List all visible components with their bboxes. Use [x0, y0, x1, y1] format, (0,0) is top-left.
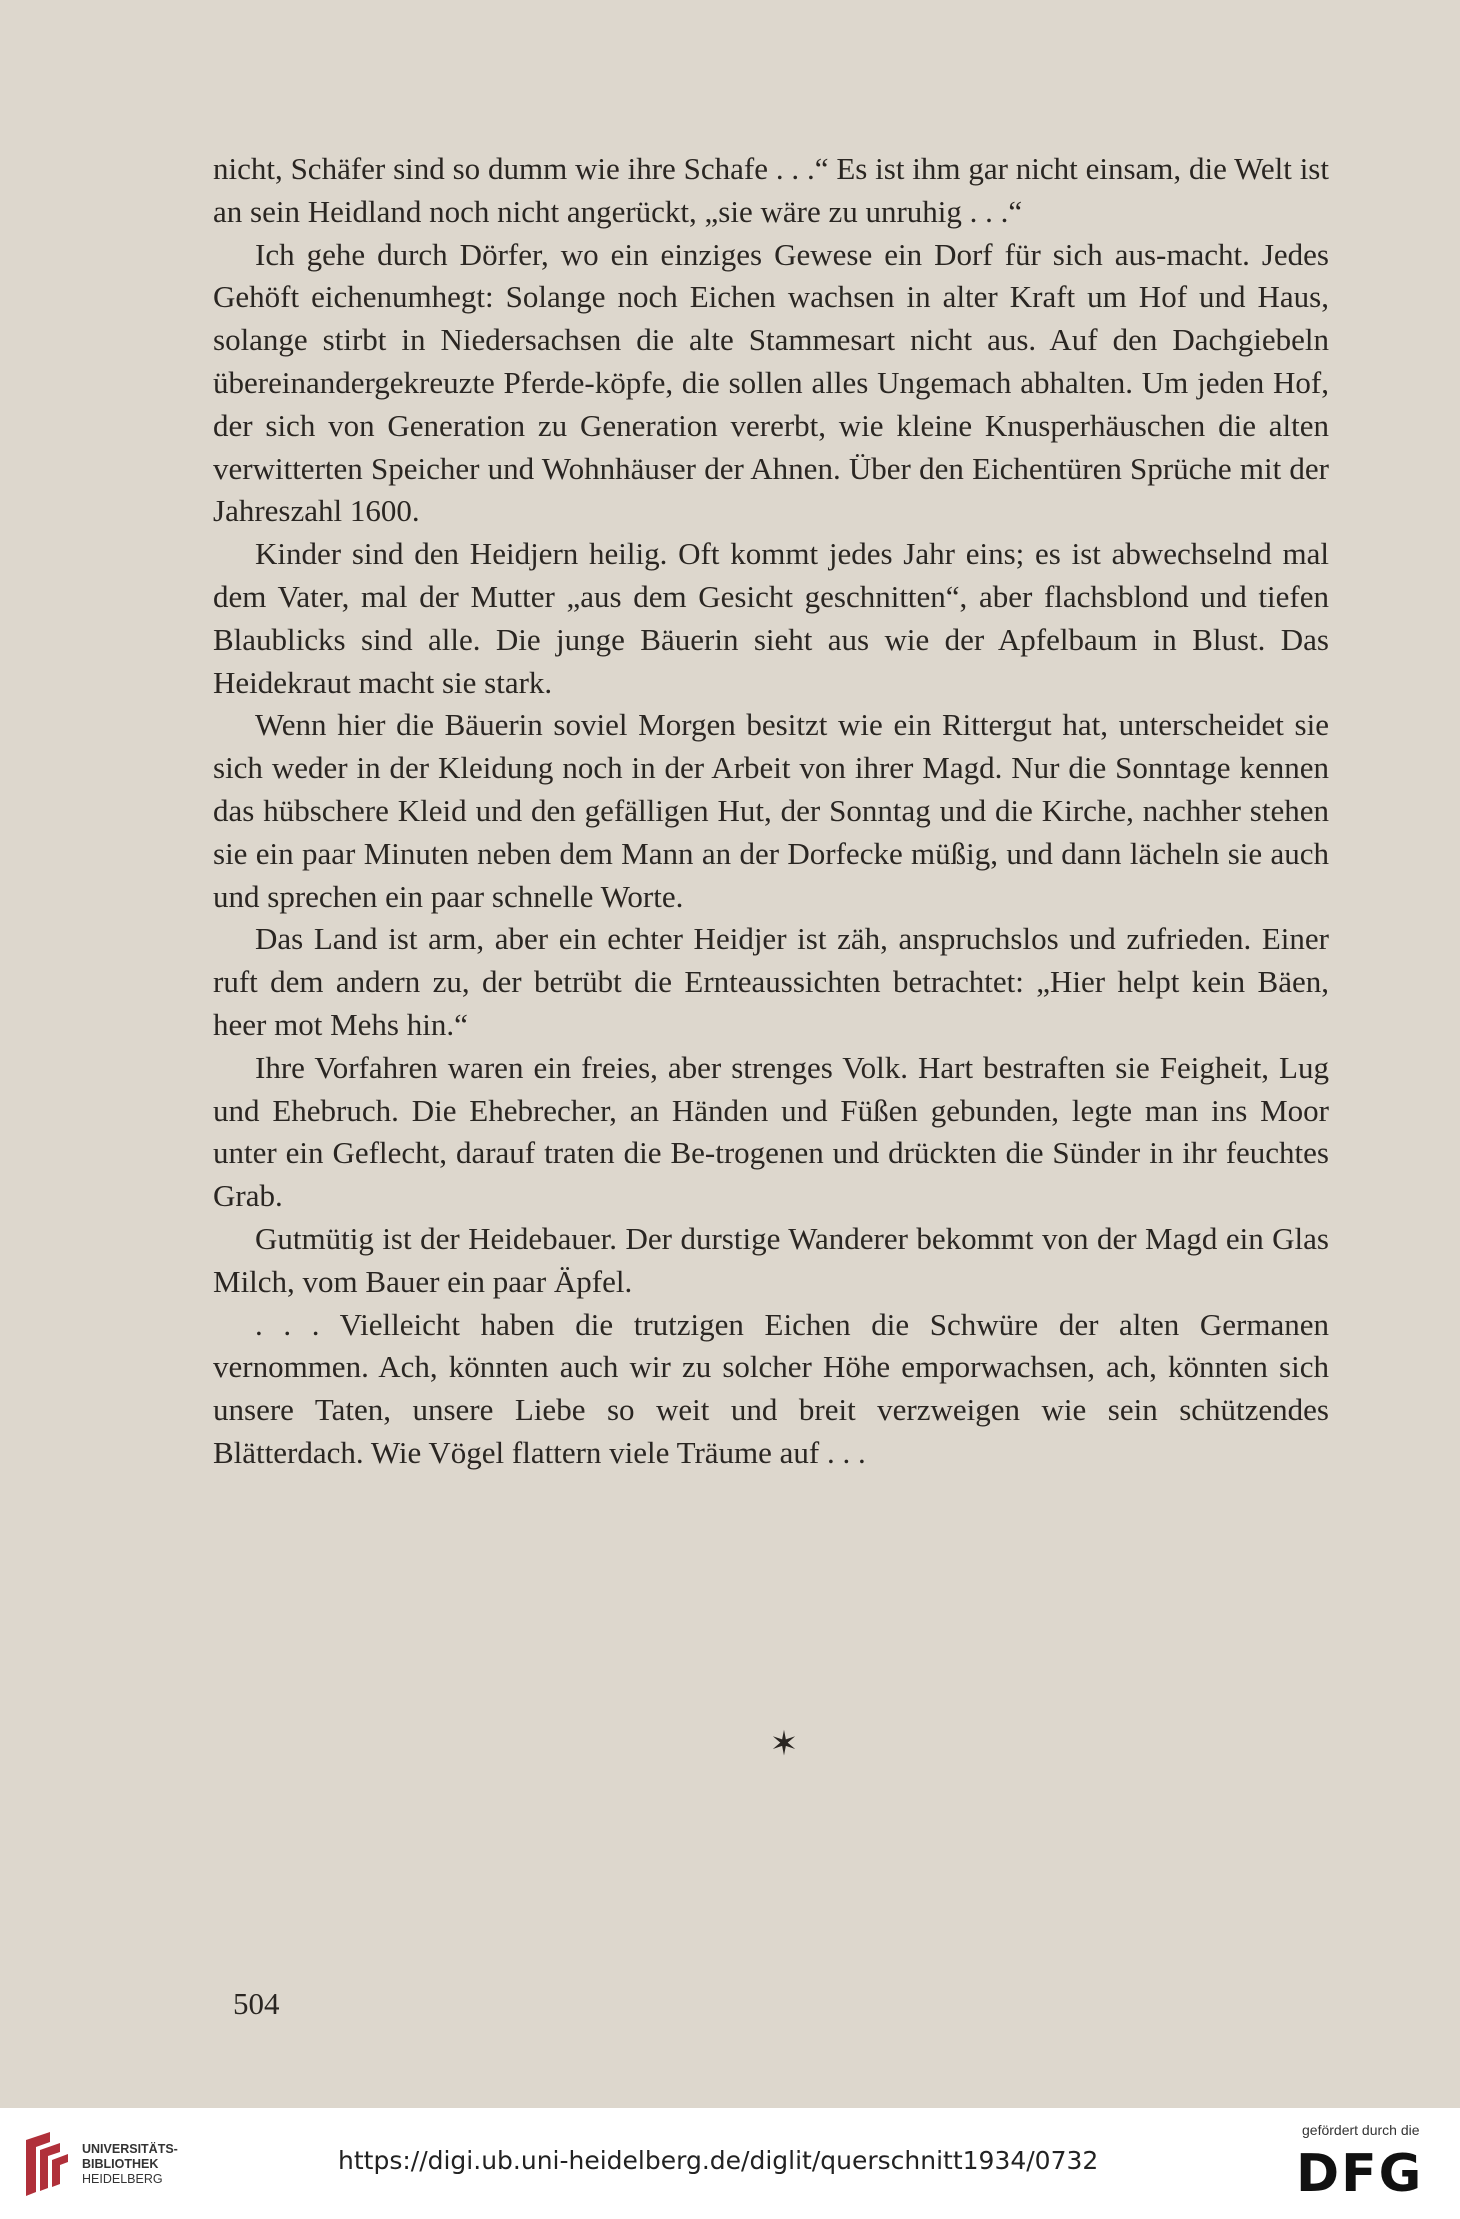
- permalink-url[interactable]: https://digi.ub.uni-heidelberg.de/diglit/querschnitt1934/0732: [338, 2146, 1099, 2175]
- paragraph-1: nicht, Schäfer sind so dumm wie ihre Schafe . . .“ Es ist ihm gar nicht einsam, die Welt ist an sein Heidland noch nicht angerückt, „sie wäre zu unruhig . . .“: [213, 151, 1329, 229]
- paragraph-3: Kinder sind den Heidjern heilig. Oft kommt jedes Jahr eins; es ist abwechselnd mal dem Vater, mal der Mutter „aus dem Gesicht geschnitten“, aber flachsblond und tiefen Blaublicks sind alle. Die junge Bäuerin sieht aus wie der Apfelbaum in Blust. Das Heidekraut macht sie stark.: [213, 536, 1329, 700]
- paragraph-2: Ich gehe durch Dörfer, wo ein einziges Gewese ein Dorf für sich aus-macht. Jedes Gehöft eichenumhegt: Solange noch Eichen wachsen in alter Kraft um Hof und Haus, solange stirbt in Niedersachsen die alte Stammesart nicht aus. Auf den Dachgiebeln übereinandergekreuzte Pferde-köpfe, die sollen alles Ungemach abhalten. Um jeden Hof, der sich von Generation zu Generation vererbt, wie kleine Knusperhäuschen die alten verwitterten Speicher und Wohnhäuser der Ahnen. Über den Eichentüren Sprüche mit der Jahreszahl 1600.: [213, 236, 1329, 529]
- funding-caption: gefördert durch die: [1302, 2122, 1420, 2138]
- library-name-line-1: UNIVERSITÄTS-: [82, 2142, 178, 2156]
- paragraph-4: Wenn hier die Bäuerin soviel Morgen besitzt wie ein Rittergut hat, unterscheidet sie sich weder in der Kleidung noch in der Arbeit von ihrer Magd. Nur die Sonntage kennen das hübschere Kleid und den gefälligen Hut, der Sonntag und die Kirche, nachher stehen sie ein paar Minuten neben dem Mann an der Dorfecke müßig, und dann lächeln sie auch und sprechen ein paar schnelle Worte.: [213, 707, 1329, 914]
- library-name: [82, 2142, 178, 2187]
- paragraph-6: Ihre Vorfahren waren ein freies, aber strenges Volk. Hart bestraften sie Feigheit, Lug und Ehebruch. Die Ehebrecher, an Händen und Füßen gebunden, legte man ins Moor unter ein Geflecht, darauf traten die Be-trogenen und drückten die Sünder in ihr feuchtes Grab.: [213, 1049, 1329, 1214]
- dfg-logo[interactable]: DFG: [1296, 2144, 1424, 2204]
- body-text: [213, 148, 1329, 1475]
- ub-heidelberg-logo-icon[interactable]: [20, 2130, 72, 2200]
- library-name-line-2: BIBLIOTHEK: [82, 2157, 159, 2171]
- paragraph-7: Gutmütig ist der Heidebauer. Der durstige Wanderer bekommt von der Magd ein Glas Milch, vom Bauer ein paar Äpfel.: [213, 1220, 1329, 1299]
- section-ornament: ✶: [769, 1724, 799, 1764]
- viewer-footer: [0, 2108, 1460, 2219]
- page-number: 504: [233, 1986, 280, 2021]
- library-name-line-3: HEIDELBERG: [82, 2172, 163, 2186]
- paragraph-5: Das Land ist arm, aber ein echter Heidjer ist zäh, anspruchslos und zufrieden. Einer ruft dem andern zu, der betrübt die Ernteaussichten betrachtet: „Hier helpt kein Bäen, heer mot Mehs hin.“: [213, 921, 1329, 1042]
- paragraph-8: . . . Vielleicht haben die trutzigen Eichen die Schwüre der alten Germanen vernommen. Ach, könnten auch wir zu solcher Höhe emporwachsen, ach, könnten sich unsere Taten, unsere Liebe so weit und breit verzweigen wie sein schützendes Blätterdach. Wie Vögel flattern viele Träume auf . . .: [213, 1306, 1329, 1470]
